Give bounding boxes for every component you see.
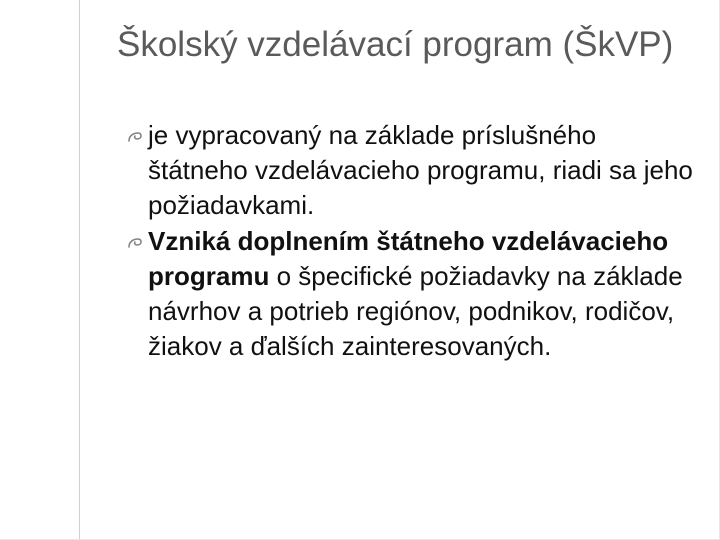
bullet-list [127, 118, 702, 365]
bullet-text: je vypracovaný na základe príslušného štátneho vzdelávacieho programu, riadi sa jeho požiadavkami. [148, 120, 693, 220]
slide-title: Školský vzdelávací program (ŠkVP) [117, 25, 674, 64]
curl-bullet-icon [127, 128, 143, 144]
bullet-text: o špecifické požiadavky na základe návrhov a potrieb regiónov, podnikov, rodičov, žiakov a ďalších zainteresovaných. [148, 261, 683, 361]
left-rule [79, 0, 80, 540]
bullet-item [127, 224, 702, 364]
bullet-item [127, 118, 702, 223]
bullet-bold-text: Vzniká doplnením štátneho vzdelávacieho programu [148, 226, 669, 291]
curl-bullet-icon [127, 234, 143, 250]
